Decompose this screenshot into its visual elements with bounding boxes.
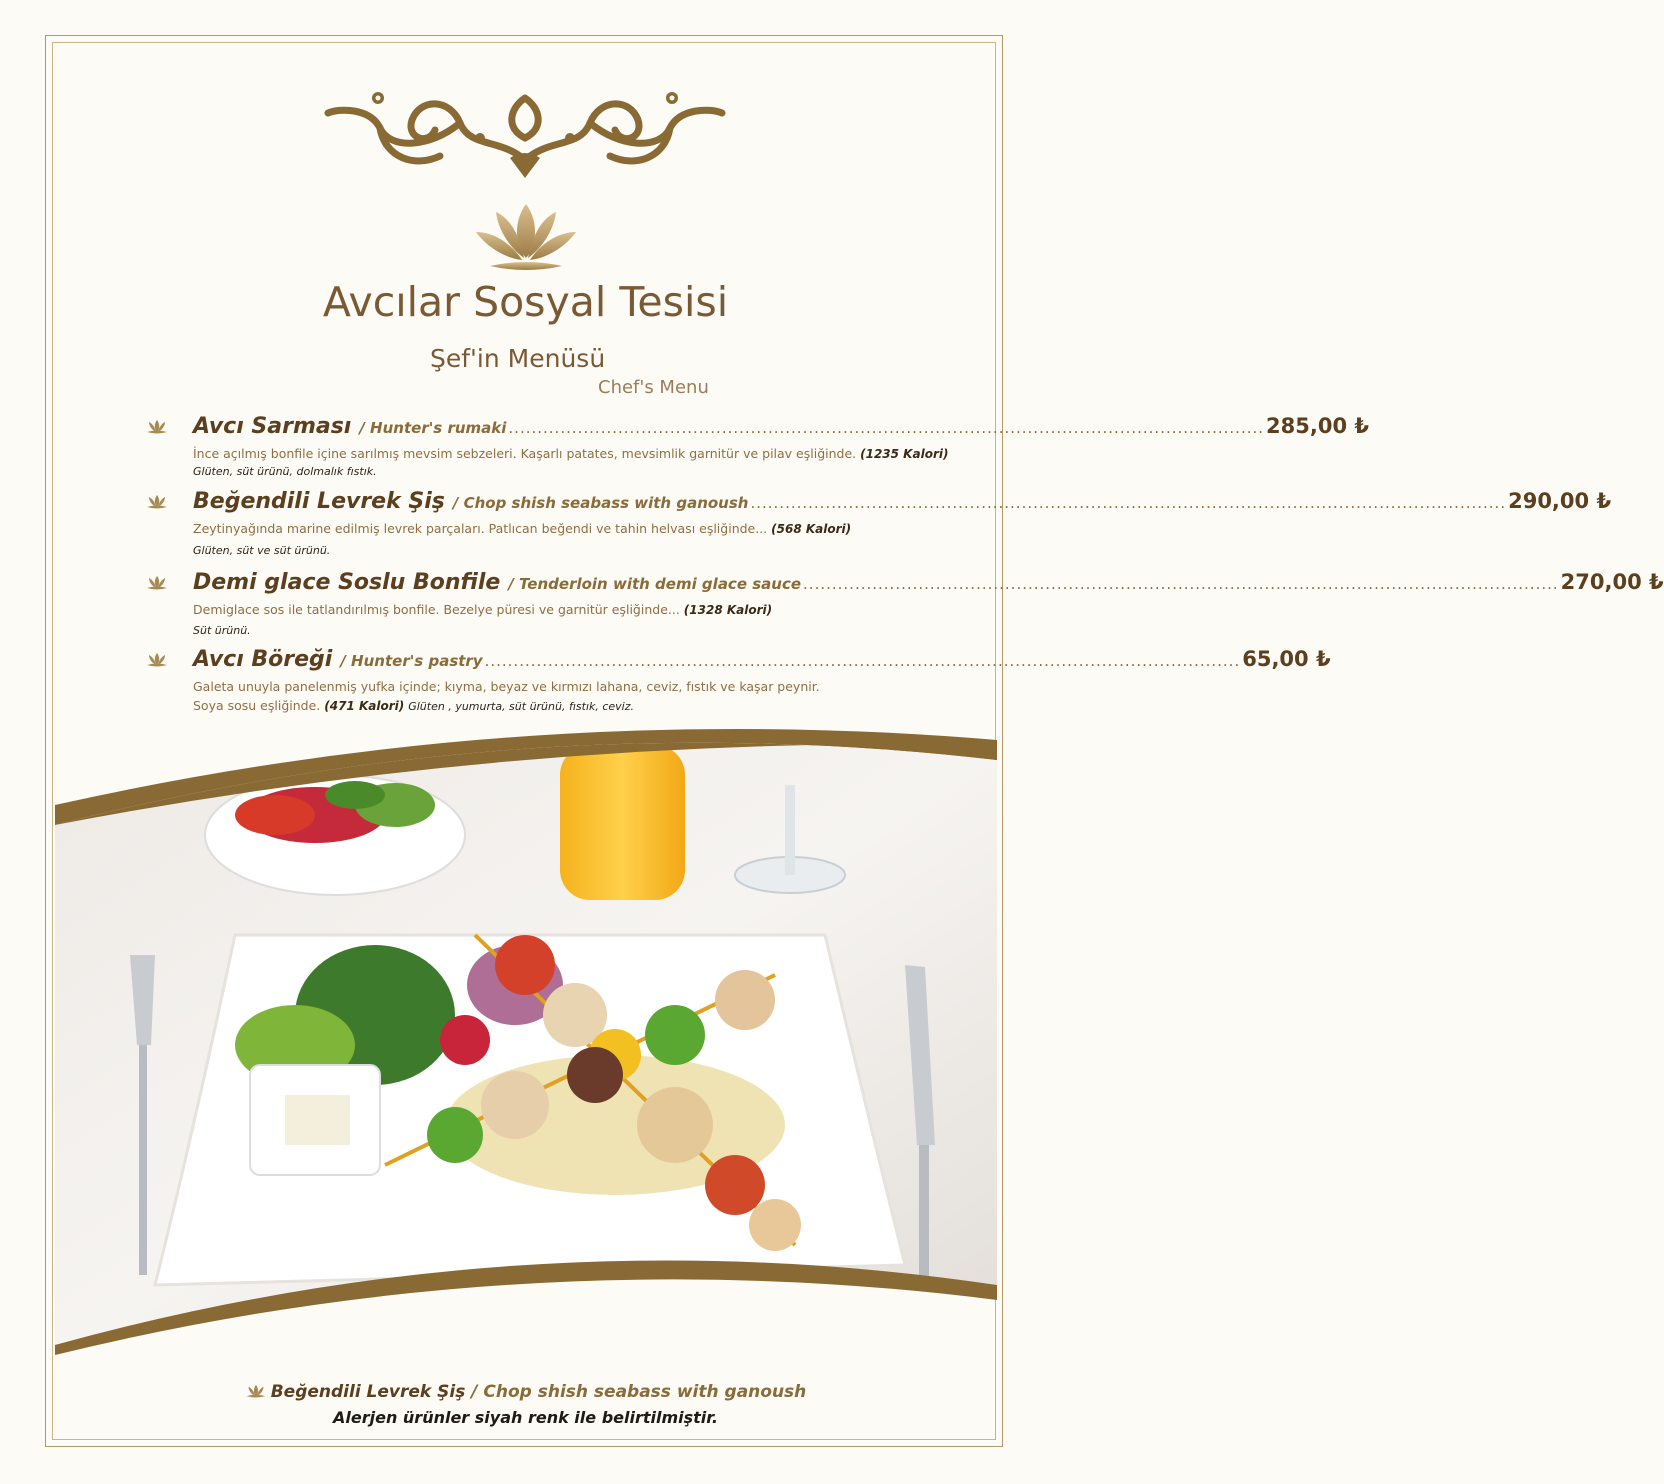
item-name-en: / Chop shish seabass with ganoush <box>452 494 749 512</box>
ornament-scroll-icon <box>320 78 730 178</box>
item-name: Avcı Sarması <box>193 414 352 439</box>
item-allergens: Glüten, süt ve süt ürünü. <box>193 544 331 557</box>
page-title: Avcılar Sosyal Tesisi <box>322 278 729 326</box>
item-name: Avcı Böreği <box>193 647 333 672</box>
item-price: 270,00 ₺ <box>1560 570 1664 594</box>
lotus-icon <box>146 575 168 590</box>
item-price: 285,00 ₺ <box>1266 414 1369 438</box>
item-allergens: Süt ürünü. <box>193 624 251 637</box>
lotus-icon <box>146 419 168 434</box>
menu-subtitle: Şef'in Menüsü <box>430 344 606 373</box>
lotus-icon <box>146 494 168 509</box>
allergen-note: Alerjen ürünler siyah renk ile belirtilmiştir. <box>333 1408 718 1427</box>
item-price: 290,00 ₺ <box>1508 489 1612 513</box>
item-description: İnce açılmış bonfile içine sarılmış mevsim sebzeleri. Kaşarlı patates, mevsimlik garnitür ve pilav eşliğinde. (1235 Kalori) <box>193 446 949 461</box>
caption-name-en: / Chop shish seabass with ganoush <box>471 1382 807 1402</box>
item-price: 65,00 ₺ <box>1242 647 1331 671</box>
menu-subtitle-en: Chef's Menu <box>598 377 709 398</box>
item-description: Galeta unuyla panelenmiş yufka içinde; kıyma, beyaz ve kırmızı lahana, ceviz, fıstık ve kaşar peynir. Soya sosu eşliğinde. (471 Kalori) Glüten , yumurta, süt ürünü, fıstık, ceviz. <box>193 679 820 713</box>
item-allergens: Glüten, süt ürünü, dolmalık fıstık. <box>193 465 377 478</box>
lotus-icon <box>474 200 578 272</box>
caption-name: Beğendili Levrek Şiş <box>270 1382 466 1402</box>
item-name: Demi glace Soslu Bonfile <box>193 570 501 595</box>
item-allergens: Glüten , yumurta, süt ürünü, fıstık, ceviz. <box>408 700 635 713</box>
item-description: Demiglace sos ile tatlandırılmış bonfile. Bezelye püresi ve garnitür eşliğinde... (1328 Kalori) <box>193 602 773 617</box>
food-photo <box>55 745 997 1355</box>
item-name-en: / Tenderloin with demi glace sauce <box>508 575 802 593</box>
lotus-icon <box>245 1384 267 1398</box>
photo-caption <box>0 1382 1051 1402</box>
lotus-icon <box>146 652 168 667</box>
item-name: Beğendili Levrek Şiş <box>193 489 445 514</box>
item-description: Zeytinyağında marine edilmiş levrek parçaları. Patlıcan beğendi ve tahin helvası eşliğinde... (568 Kalori) <box>193 521 852 536</box>
item-name-en: / Hunter's pastry <box>340 652 483 670</box>
item-name-en: / Hunter's rumaki <box>359 419 507 437</box>
